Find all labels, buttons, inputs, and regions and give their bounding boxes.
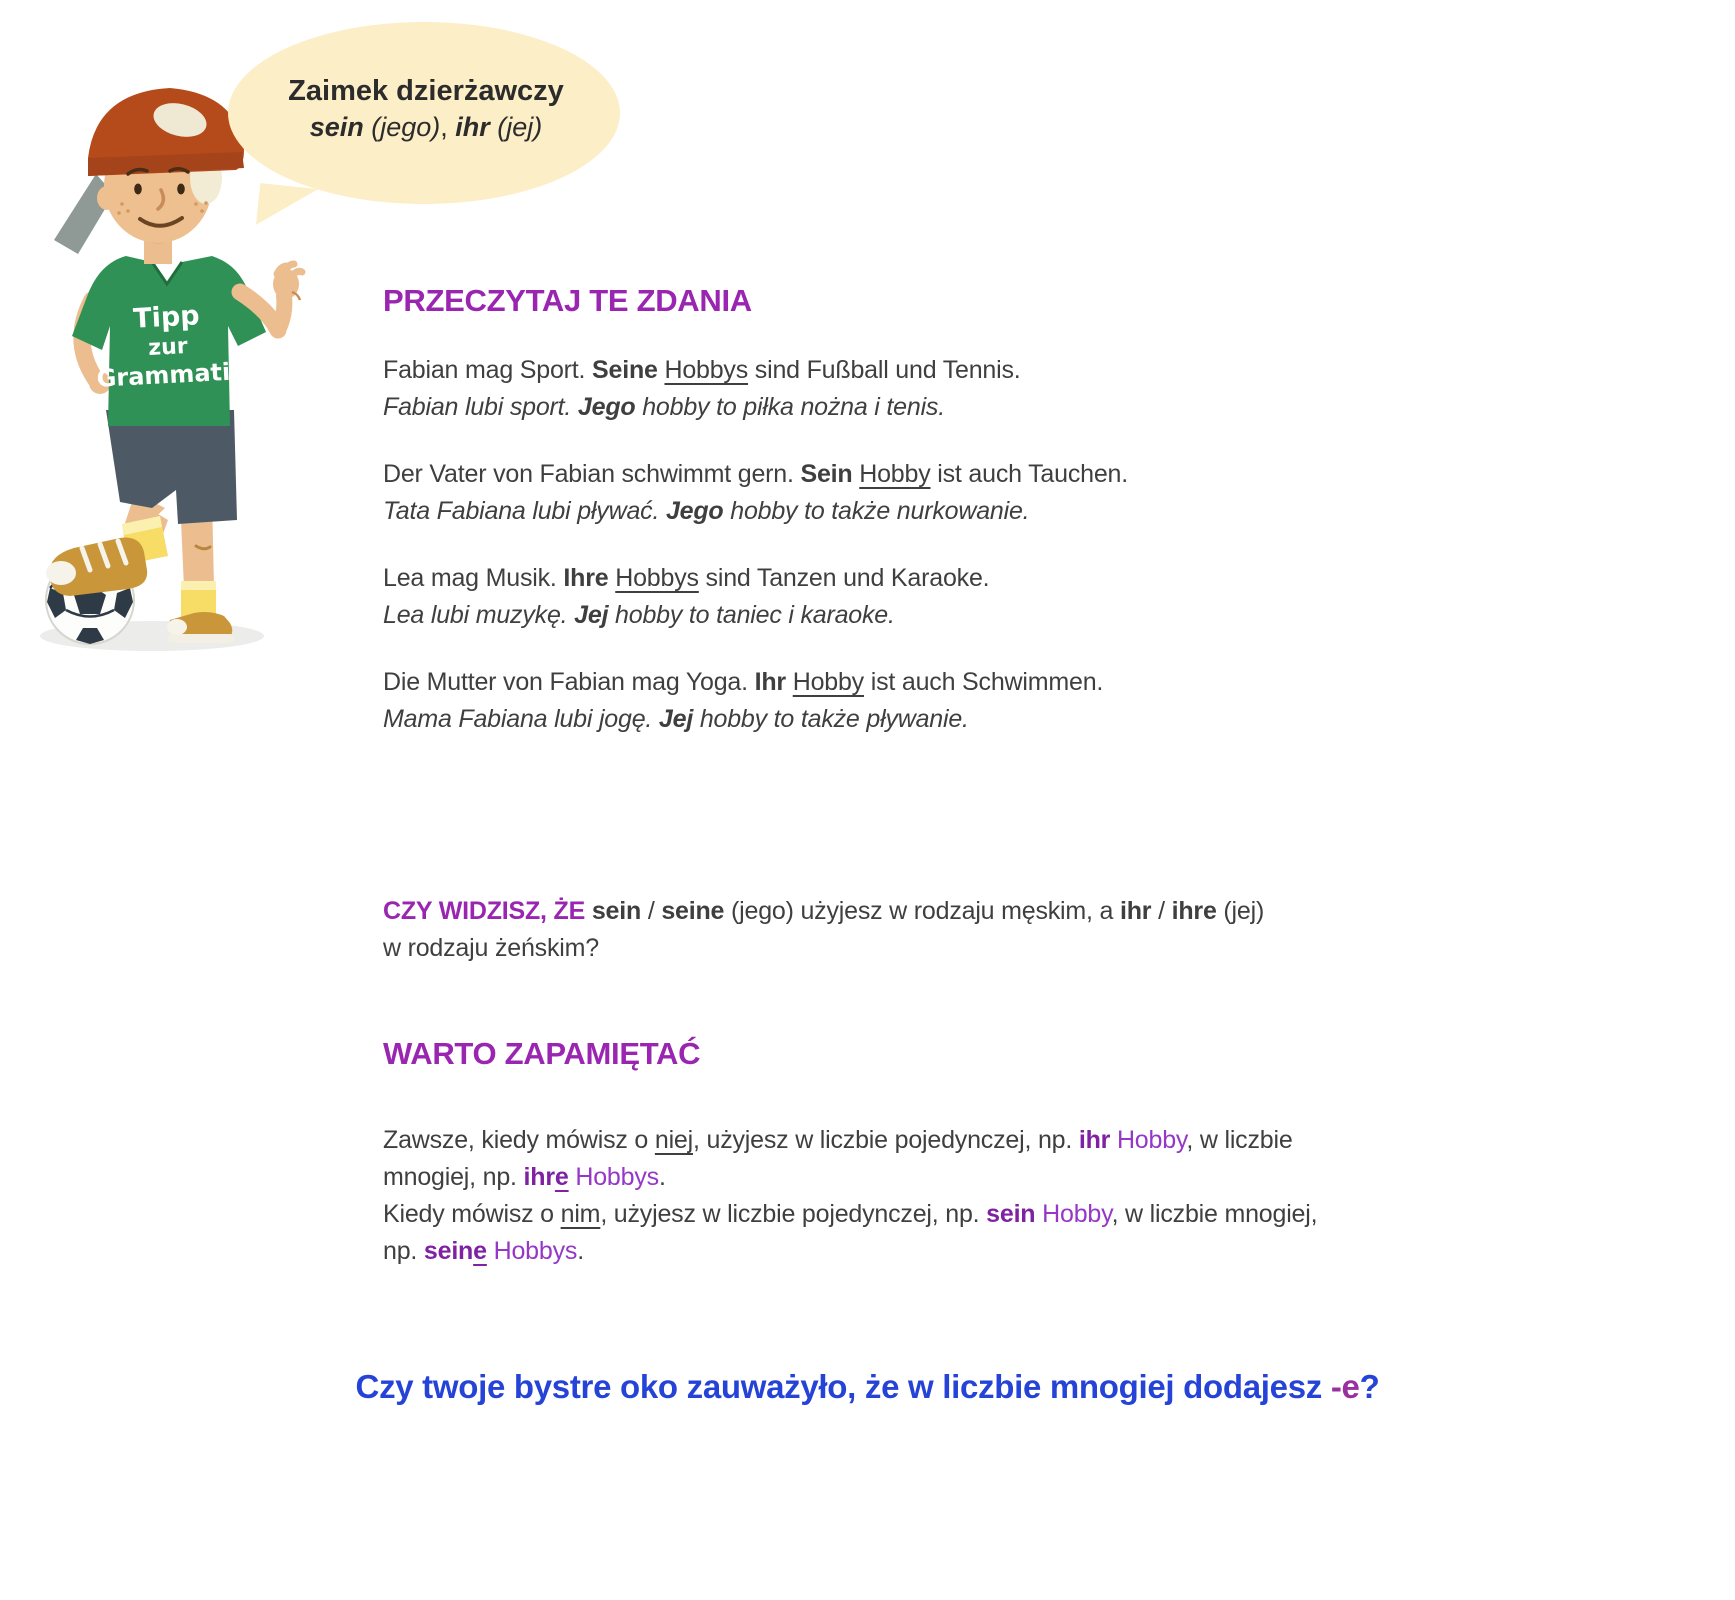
sentence-pair: [383, 560, 1473, 634]
text-segment: Jego: [665, 497, 724, 525]
text-segment: Mama Fabiana lubi jogę.: [383, 705, 659, 733]
polish-translation: [383, 493, 1473, 530]
remember-line: [383, 1159, 1483, 1196]
text-segment: Czy twoje bystre oko zauważyło, że w liczbie mnogiej dodajesz: [355, 1368, 1331, 1405]
text-segment: [1110, 1126, 1117, 1154]
remember-line: [383, 1233, 1483, 1270]
text-segment: sein: [986, 1200, 1036, 1228]
text-segment: .: [658, 1163, 666, 1191]
text-segment: (jego) użyjesz w rodzaju męskim, a: [724, 897, 1120, 925]
shirt-text: zur: [147, 333, 189, 362]
text-segment: e: [473, 1237, 487, 1265]
german-sentence: [383, 456, 1473, 493]
text-segment: Ihr: [754, 668, 786, 696]
text-segment: sind Tanzen und Karaoke.: [698, 564, 990, 592]
text-segment: Hobby: [1042, 1200, 1112, 1228]
text-segment: [786, 668, 793, 696]
text-segment: Tata Fabiana lubi pływać.: [383, 497, 666, 525]
text-segment: Ihre: [563, 564, 609, 592]
text-segment: Jego: [577, 393, 636, 421]
text-segment: ihre: [1171, 897, 1217, 925]
text-segment: , w liczbie mnogiej,: [1111, 1200, 1318, 1228]
text-segment: ihr: [455, 112, 490, 142]
text-segment: Jej: [658, 705, 694, 733]
text-segment: Jej: [574, 601, 609, 629]
text-segment: Hobby: [1116, 1126, 1187, 1154]
text-segment: hobby to piłka nożna i tenis.: [635, 393, 945, 421]
text-segment: (jego): [363, 112, 441, 142]
text-segment: ist auch Tauchen.: [930, 460, 1128, 488]
section-heading-read: PRZECZYTAJ TE ZDANIA: [383, 283, 752, 318]
text-segment: ihr: [523, 1163, 555, 1191]
text-segment: Sein: [800, 460, 853, 488]
text-segment: hobby to taniec i karaoke.: [608, 601, 895, 629]
shirt: [72, 256, 266, 426]
bubble-subtitle: [310, 109, 543, 145]
polish-translation: [383, 597, 1473, 634]
sentence-pair: [383, 456, 1473, 530]
text-segment: w rodzaju żeńskim?: [383, 934, 599, 962]
text-segment: ihr: [1119, 897, 1152, 925]
face: [88, 88, 244, 243]
text-segment: Hobbys: [615, 564, 699, 592]
german-sentence: [383, 352, 1473, 389]
text-segment: Hobbys: [575, 1163, 659, 1191]
text-segment: sein: [423, 1237, 474, 1265]
text-segment: /: [1151, 897, 1172, 925]
text-segment: Hobbys: [493, 1237, 578, 1265]
sentence-pairs: [383, 352, 1473, 768]
text-segment: e: [554, 1163, 569, 1191]
german-sentence: [383, 560, 1473, 597]
text-segment: [487, 1237, 494, 1265]
text-segment: seine: [661, 897, 725, 925]
text-segment: Lea mag Musik.: [383, 564, 564, 592]
text-segment: Zawsze, kiedy mówisz o: [383, 1126, 655, 1154]
notice-block: [383, 893, 1483, 967]
sentence-pair: [383, 664, 1473, 738]
text-segment: Lea lubi muzykę.: [383, 601, 575, 629]
text-segment: , użyjesz w liczbie pojedynczej, np.: [600, 1200, 987, 1228]
text-segment: Hobby: [792, 668, 864, 696]
text-segment: (jej): [1216, 897, 1265, 925]
text-segment: (jej): [489, 112, 543, 142]
text-segment: hobby to także pływanie.: [693, 705, 969, 733]
german-sentence: [383, 664, 1473, 701]
text-segment: Fabian mag Sport.: [383, 356, 593, 384]
left-leg: [46, 493, 168, 596]
text-segment: Kiedy mówisz o: [383, 1200, 561, 1228]
text-segment: mnogiej, np.: [383, 1163, 524, 1191]
text-segment: np.: [383, 1237, 424, 1265]
text-segment: .: [577, 1237, 584, 1265]
text-segment: niej: [654, 1126, 693, 1154]
text-segment: Seine: [592, 356, 658, 384]
footer-question: [0, 1368, 1735, 1406]
text-segment: ?: [1359, 1368, 1380, 1405]
sentence-pair: [383, 352, 1473, 426]
shorts: [106, 410, 237, 524]
polish-translation: [383, 389, 1473, 426]
text-segment: hobby to także nurkowanie.: [723, 497, 1030, 525]
text-segment: ihr: [1078, 1126, 1111, 1154]
bubble-title: Zaimek dzierżawczy: [288, 75, 564, 107]
text-segment: Fabian lubi sport.: [383, 393, 578, 421]
remember-block: [383, 1122, 1483, 1270]
text-segment: CZY WIDZISZ, ŻE: [383, 897, 592, 925]
text-segment: , w liczbie: [1186, 1126, 1293, 1154]
text-segment: ist auch Schwimmen.: [864, 668, 1104, 696]
text-segment: sein: [309, 112, 364, 142]
text-segment: Die Mutter von Fabian mag Yoga.: [383, 668, 755, 696]
text-segment: -e: [1330, 1368, 1360, 1405]
text-segment: sind Fußball und Tennis.: [748, 356, 1021, 384]
remember-line: [383, 1196, 1483, 1233]
text-segment: Hobby: [859, 460, 931, 488]
shirt-text: Tipp: [132, 300, 201, 335]
notice-line: [383, 930, 1483, 967]
text-segment: ,: [440, 112, 456, 142]
text-segment: sein: [591, 897, 642, 925]
speech-bubble: [228, 22, 620, 204]
text-segment: Hobbys: [664, 356, 749, 384]
text-segment: , użyjesz w liczbie pojedynczej, np.: [693, 1126, 1079, 1154]
text-segment: Der Vater von Fabian schwimmt gern.: [383, 460, 801, 488]
remember-line: [383, 1122, 1483, 1159]
shirt-text: Grammatik: [95, 356, 247, 393]
text-segment: /: [641, 897, 662, 925]
section-heading-remember: WARTO ZAPAMIĘTAĆ: [383, 1036, 701, 1071]
text-segment: nim: [560, 1200, 601, 1228]
polish-translation: [383, 701, 1473, 738]
notice-line: [383, 893, 1483, 930]
